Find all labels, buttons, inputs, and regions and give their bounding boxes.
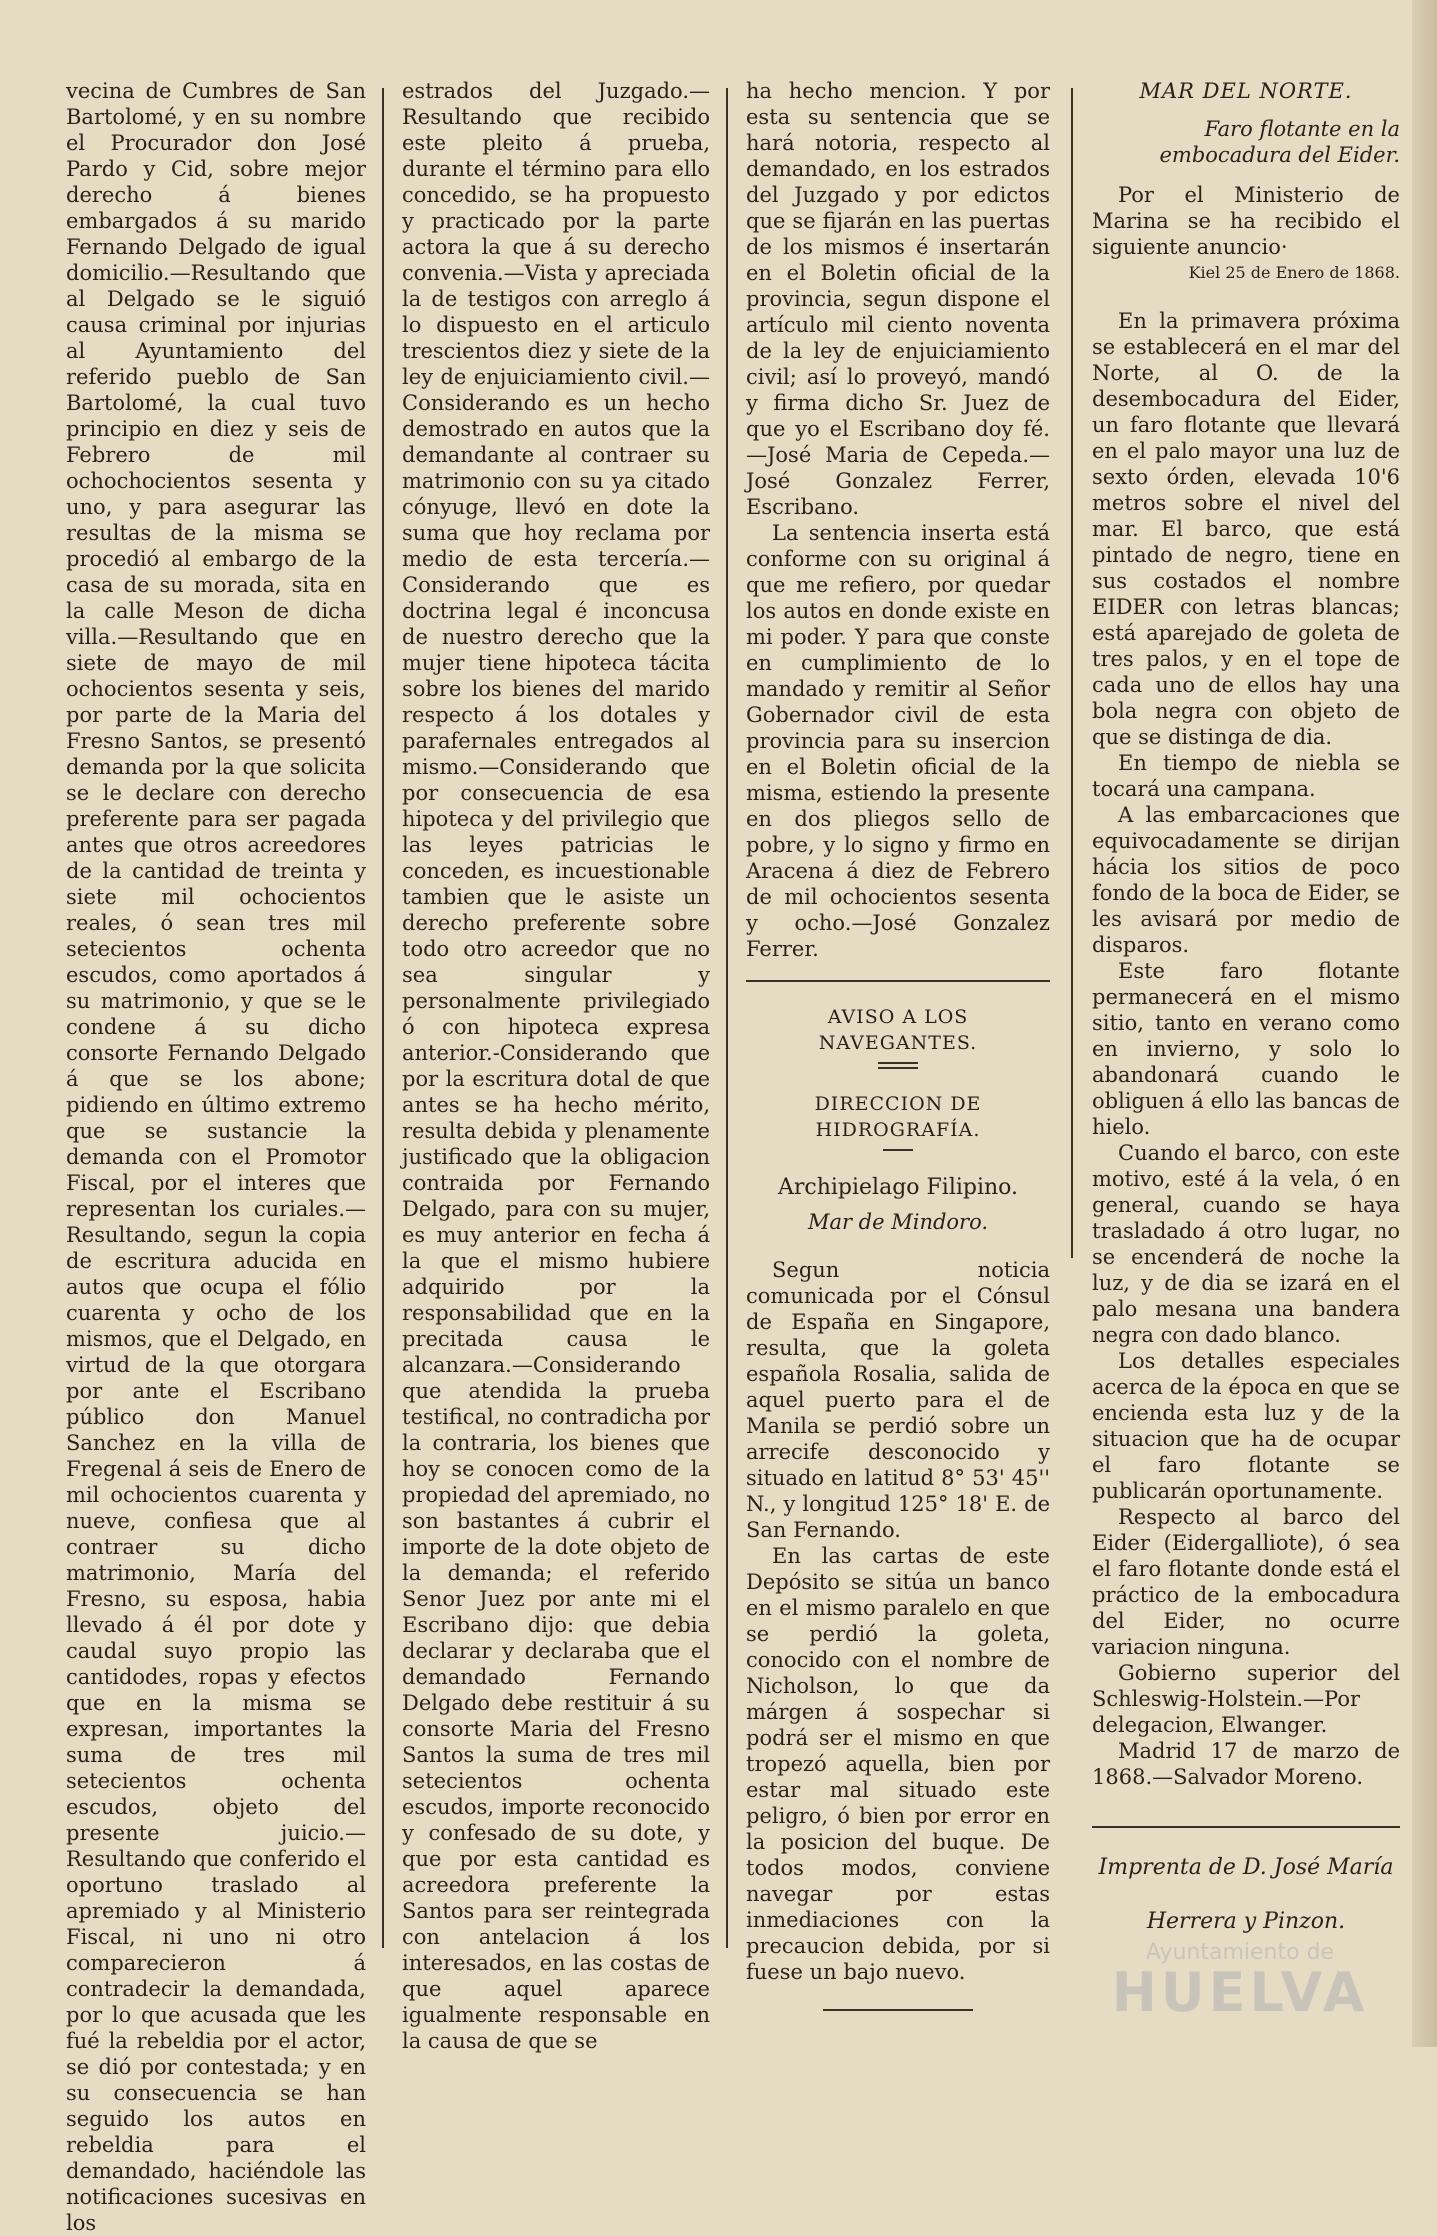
imprint-line: Imprenta de D. José María bbox=[1098, 1855, 1394, 1880]
column-divider bbox=[1071, 88, 1073, 1258]
notice-subheading: Faro flotante en la embocadura del Eider. bbox=[1159, 117, 1400, 167]
notice-paragraph: Segun noticia comunicada por el Cónsul de España en Singapore, resulta, que la goleta española Rosalia, salida de aquel puerto para el de Manila se perdió sobre un arrecife desconocido y situado en latitud 8° 53' 45'' N., y longitud 125° 18' E. de San Fernando. bbox=[746, 1258, 1050, 1542]
column-2-text: estrados del Juzgado.—Resultando que recibido este pleito á prueba, durante el término para ello concedido, se ha propuesto y practicado por la parte actora la que á su derecho convenia.—Vista y apreciada la de testigos con arreglo á lo dispuesto en el articulo trescientos diez y siete de la ley de enjuiciamiento civil.—Considerando es un hecho demostrado en autos que la demandante al contraer su matrimonio con su ya citado cónyuge, llevó en dote la suma que hoy reclama por medio de esta tercería.—Considerando que es doctrina legal é inconcusa de nuestro derecho que la mujer tiene hipoteca tácita sobre los bienes del marido respecto á los dotales y parafernales entregados al mismo.—Considerando que por consecuencia de esa hipoteca y del privilegio que las leyes patricias le conceden, es incuestionable tambien que le asiste un derecho preferente sobre todo otro acreedor que no sea singular y personalmente privilegiado ó con hipoteca expresa anterior.-Considerando que por la escritura dotal de que antes se ha hecho mérito, resulta debida y plenamente justificado que la obligacion contraida por Fernando Delgado, para con su mujer, es muy anterior en fecha á la que el mismo hubiere adquirido por la responsabilidad que en la precitada causa le alcanzara.—Considerando que atendida la prueba testifical, no contradicha por la contraria, los bienes que hoy se conocen como de la propiedad del apremiado, no son bastantes á cubrir el importe de la dote objeto de la demanda; el referido Senor Juez por ante mi el Escribano dijo: que debia declarar y declaraba que el demandado Fernando Delgado debe restituir á su consorte Maria del Fresno Santos la suma de tres mil setecientos ochenta escudos, importe reconocido y confesado de su dote, y que por esta cantidad es acreedora preferente la Santos para ser reintegrada con antelacion á los interesados, en las costas de que aquel aparece igualmente responsable en la causa de que se bbox=[402, 79, 710, 2053]
notice-heading: MAR DEL NORTE. bbox=[1139, 79, 1353, 103]
certification-paragraph: La sentencia inserta está conforme con su original á que me refiero, por quedar los autos en donde existe en mi poder. Y para que conste en cumplimiento de lo mandado y remitir al Señor Gobernador civil de esta provincia para su insercion en el Boletin oficial de la misma, estiendo la presente en dos pliegos sello de pobre, y lo signo y firmo en Aracena á diez de Febrero de mil ochocientos sesenta y ocho.—José Gonzalez Ferrer. bbox=[746, 521, 1050, 961]
notice-paragraph: Este faro flotante permanecerá en el mismo sitio, tanto en verano como en invierno, y solo lo abandonará cuando le obliguen á ello las bancas de hielo. bbox=[1092, 959, 1400, 1139]
region-heading: Archipielago Filipino. bbox=[777, 1175, 1019, 1200]
dateline: Kiel 25 de Enero de 1868. bbox=[1188, 263, 1400, 282]
column-4 bbox=[1092, 78, 1400, 1944]
sea-heading: Mar de Mindoro. bbox=[807, 1210, 989, 1234]
department-heading: DIRECCION DE HIDROGRAFÍA. bbox=[814, 1093, 982, 1141]
notice-paragraph: Por el Ministerio de Marina se ha recibido el siguiente anuncio· bbox=[1092, 183, 1400, 259]
section-divider bbox=[746, 980, 1050, 982]
column-divider bbox=[382, 88, 384, 1948]
notice-paragraph: En las cartas de este Depósito se sitúa un banco en el mismo paralelo en que se perdió la goleta, conocido con el nombre de Nicholson, lo que da márgen á sospechar si podrá ser el mismo en que tropezó aquella, bien por estar mal situado este peligro, ó bien por error en la posicion del buque. De todos modos, conviene navegar por estas inmediaciones con la precaucion debida, por si fuese un bajo nuevo. bbox=[746, 1544, 1050, 1984]
imprint-divider bbox=[1092, 1826, 1400, 1828]
watermark bbox=[1090, 1880, 1390, 2040]
end-rule bbox=[823, 2009, 973, 2011]
watermark-text: Ayuntamiento de bbox=[1145, 1940, 1335, 1965]
notice-paragraph: En la primavera próxima se establecerá en el mar del Norte, al O. de la desembocadura del Eider, un faro flotante que llevará en el palo mayor una luz de sexto órden, elevada 10'6 metros sobre el nivel del mar. El barco, que está pintado de negro, tiene en sus costados el nombre EIDER con letras blancas; está aparejado de goleta de tres palos, y en el tope de cada uno de ellos hay una bola negra con objeto de que se distinga de dia. bbox=[1092, 309, 1400, 749]
page-edge bbox=[1412, 0, 1437, 2047]
column-3 bbox=[746, 78, 1050, 2011]
notice-paragraph: Cuando el barco, con este motivo, esté á la vela, ó en general, cuando se haya trasladado á otro lugar, no se encenderá de noche la luz, y de dia se izará en el palo mesana una bandera negra con dado blanco. bbox=[1092, 1141, 1400, 1347]
column-1-text: vecina de Cumbres de San Bartolomé, y en su nombre el Procurador don José Pardo y Cid, sobre mejor derecho á bienes embargados á su marido Fernando Delgado de igual domicilio.—Resultando que al Delgado se le siguió causa criminal por injurias al Ayuntamiento del referido pueblo de San Bartolomé, la cual tuvo principio en diez y seis de Febrero de mil ochochocientos sesenta y uno, y para asegurar las resultas de la misma se procedió al embargo de la casa de su morada, sita en la calle Meson de dicha villa.—Resultando que en siete de mayo de mil ochocientos sesenta y seis, por parte de la Maria del Fresno Santos, se presentó demanda por la que solicita se le declare con derecho preferente para ser pagada antes que otros acreedores de la cantidad de treinta y siete mil ochocientos reales, ó sean tres mil setecientos ochenta escudos, como aportados á su matrimonio, y que se le condene á su dicho consorte Fernando Delgado á que se los abone; pidiendo en último extremo que se sustancie la demanda con el Promotor Fiscal, por el interes que representan los curiales.—Resultando, segun la copia de escritura aducida en autos que ocupa el fólio cuarenta y ocho de los mismos, que el Delgado, en virtud de la que otorgara por ante el Escribano público don Manuel Sanchez en la villa de Fregenal á seis de Enero de mil ochocientos cuarenta y nueve, confiesa que al contraer su dicho matrimonio, María del Fresno, su esposa, habia llevado á él por dote y caudal suyo propio las cantidodes, ropas y efectos que en la misma se expresan, importantes la suma de tres mil setecientos ochenta escudos, objeto del presente juicio.—Resultando que conferido el oportuno traslado al apremiado y al Ministerio Fiscal, ni uno ni otro comparecieron á contradecir la demandada, por lo que acusada que les fué la rebeldia por el actor, se dió por contestada; y en su consecuencia se han seguido los autos en rebeldia para el demandado, haciéndole las notificaciones sucesivas en los bbox=[66, 79, 366, 2235]
notice-paragraph: A las embarcaciones que equivocadamente se dirijan hácia los sitios de poco fondo de la boca de Eider, se les avisará por medio de disparos. bbox=[1092, 803, 1400, 957]
notice-paragraph: En tiempo de niebla se tocará una campana. bbox=[1092, 751, 1400, 801]
signature-line: Madrid 17 de marzo de 1868.—Salvador Moreno. bbox=[1092, 1739, 1400, 1789]
notice-paragraph: Gobierno superior del Schleswig-Holstein.—Por delegacion, Elwanger. bbox=[1092, 1661, 1400, 1737]
column-2 bbox=[402, 78, 710, 2054]
imprint-line: Herrera y Pinzon. bbox=[1146, 1909, 1346, 1934]
section-heading: AVISO A LOS NAVEGANTES. bbox=[818, 1006, 978, 1054]
short-rule bbox=[883, 1149, 913, 1151]
notice-paragraph: Los detalles especiales acerca de la época en que se encienda esta luz y de la situacion que ha de ocupar el faro flotante se publicarán oportunamente. bbox=[1092, 1349, 1400, 1503]
double-rule bbox=[878, 1062, 918, 1069]
notice-paragraph: Respecto al barco del Eider (Eidergalliote), ó sea el faro flotante donde está el práctico de la embocadura del Eider, no ocurre variacion ninguna. bbox=[1092, 1505, 1400, 1659]
watermark-text: HUELVA bbox=[1111, 1961, 1369, 2024]
column-divider bbox=[726, 88, 728, 1948]
sentence-paragraph: ha hecho mencion. Y por esta su sentencia que se hará notoria, respecto al demandado, en los estrados del Juzgado y por edictos que se fijarán en las puertas de los mismos é insertarán en el Boletin oficial de la provincia, segun dispone el artículo mil ciento noventa de la ley de enjuiciamiento civil; así lo proveyó, mandó y firma dicho Sr. Juez de que yo el Escribano doy fé.—José Maria de Cepeda.—José Gonzalez Ferrer, Escribano. bbox=[746, 79, 1050, 519]
column-1 bbox=[66, 78, 366, 2236]
